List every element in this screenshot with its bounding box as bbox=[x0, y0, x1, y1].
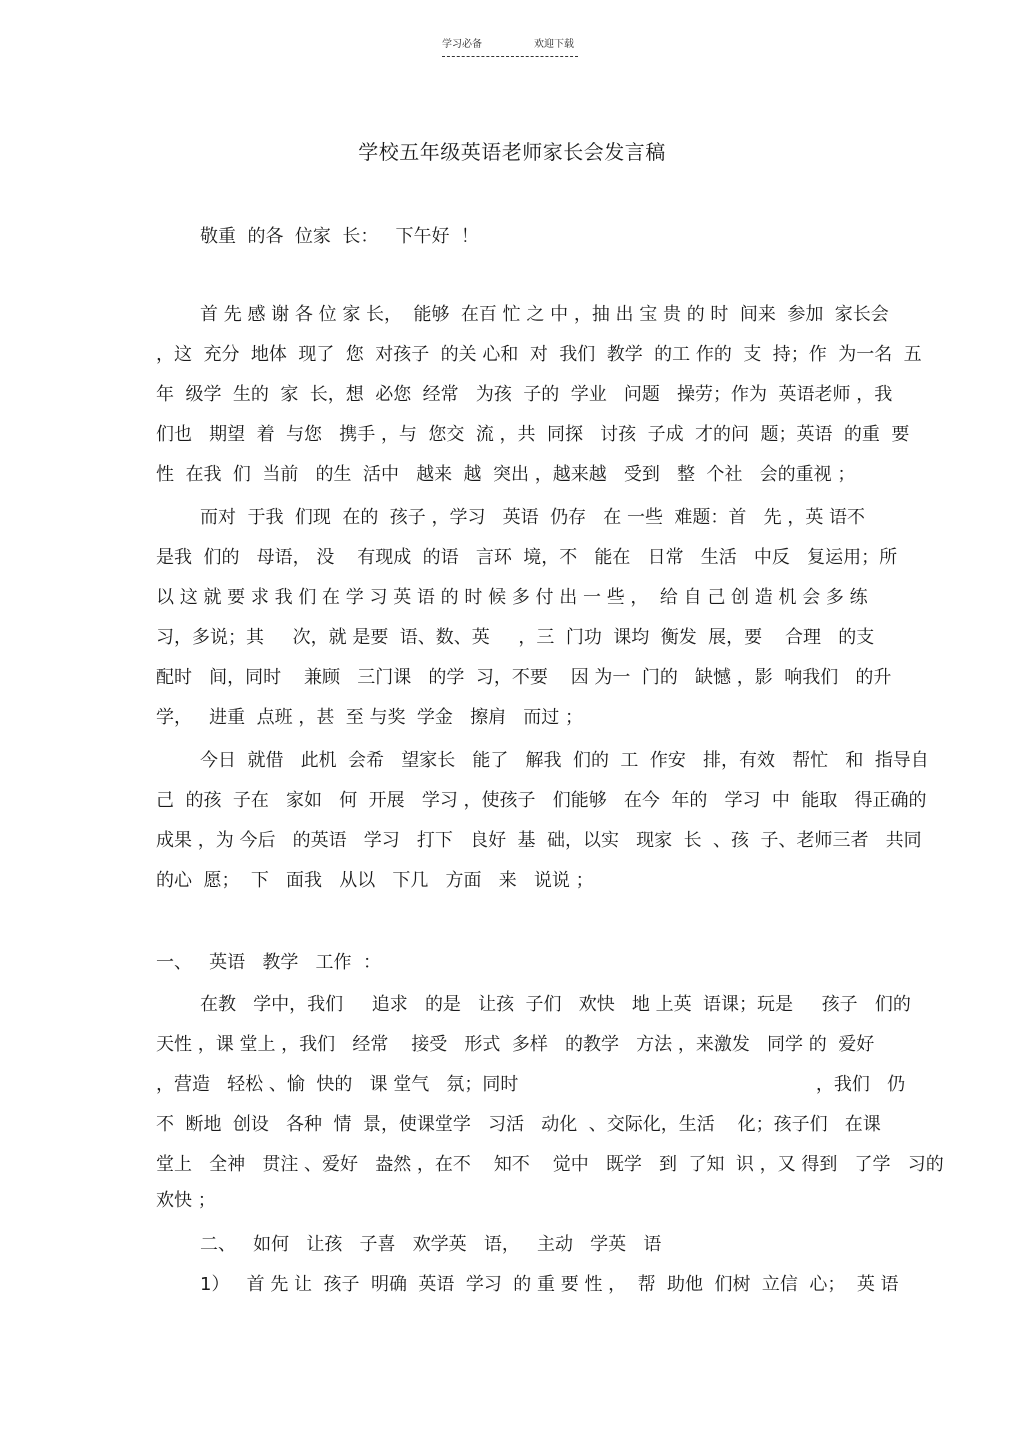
paragraph-line: 成果 ，为 今后 的英语 学习 打下 良好 基 础，以实 现家 长 、孩 子、老师三者 共同 bbox=[156, 830, 922, 851]
paragraph-line: 性 在我 们 当前 的生 活中 越来 越 突出 ，越来越 受到 整 个社 会的重视 ； bbox=[156, 464, 856, 485]
section-heading: 二、 如何 让孩 子喜 欢学英 语， 主动 学英 语 bbox=[200, 1234, 662, 1255]
greeting-line: 敬重 的各 位家 长： 下午好 ！ bbox=[200, 226, 479, 247]
paragraph-line: 不 断地 创设 各种 情 景，使课堂学 习活 动化 、交际化，生活 化；孩子们 在课 bbox=[156, 1114, 881, 1135]
list-item: 1） 首 先 让 孩子 明确 英语 学习 的 重 要 性 ， 帮 助他 们树 立信 心； 英 语 bbox=[200, 1274, 899, 1295]
paragraph-line: 是我 们的 母语， 没 有现成 的语 言环 境，不 能在 日常 生活 中反 复运用；所 bbox=[156, 547, 898, 568]
paragraph-line: 首 先 感 谢 各 位 家 长， 能够 在百 忙 之 中 ，抽 出 宝 贵 的 时 间来 参加 家长会 bbox=[200, 304, 889, 325]
paragraph-line: 习，多说；其 次，就 是要 语、数、英 ，三 门功 课均 衡发 展，要 合理 的支 bbox=[156, 627, 875, 648]
paragraph-line: 今日 就借 此机 会希 望家长 能了 解我 们的 工 作安 排，有效 帮忙 和 指导自 bbox=[200, 750, 929, 771]
paragraph-line: 的心 愿； 下 面我 从以 下几 方面 来 说说 ； bbox=[156, 870, 594, 891]
section-heading: 一、 英语 教学 工作 ： bbox=[156, 952, 381, 973]
paragraph-line: 天性 ，课 堂上 ，我们 经常 接受 形式 多样 的教学 方法 ，来激发 同学 的 爱好 bbox=[156, 1034, 875, 1055]
paragraph-line: ，这 充分 地体 现了 您 对孩子 的关 心和 对 我们 教学 的工 作的 支 持；作 为一名 五 bbox=[156, 344, 922, 365]
paragraph-line: 配时 间，同时 兼顾 三门课 的学 习，不要 因 为一 门的 缺憾 ，影 响我们 的升 bbox=[156, 667, 892, 688]
paragraph-line: 欢快 ； bbox=[156, 1190, 216, 1211]
paragraph-line: 而对 于我 们现 在的 孩子 ，学习 英语 仍存 在 一些 难题：首 先 ，英 语不 bbox=[200, 507, 866, 528]
document-title: 学校五年级英语老师家长会发言稿 bbox=[358, 140, 666, 164]
paragraph-line: 年 级学 生的 家 长，想 必您 经常 为孩 子的 学业 问题 操劳；作为 英语老师 ，我 bbox=[156, 384, 893, 405]
paragraph-line: 堂上 全神 贯注 、爱好 盎然 ，在不 知不 觉中 既学 到 了知 识 ，又 得到 了学 习的 bbox=[156, 1154, 944, 1175]
paragraph-line: 己 的孩 子在 家如 何 开展 学习 ，使孩子 们能够 在今 年的 学习 中 能取 得正确的 bbox=[156, 790, 927, 811]
header-dashed-rule bbox=[442, 56, 578, 57]
paragraph-line: 在教 学中，我们 追求 的是 让孩 子们 欢快 地 上英 语课；玩是 孩子 们的 bbox=[200, 994, 911, 1015]
header-right-text: 欢迎下载 bbox=[534, 39, 574, 50]
header-left-text: 学习必备 bbox=[442, 39, 482, 50]
paragraph-line: 们也 期望 着 与您 携手 ，与 您交 流 ，共 同探 讨孩 子成 才的问 题；英语 的重 要 bbox=[156, 424, 910, 445]
paragraph-line: 学， 进重 点班 ，甚 至 与奖 学金 擦肩 而过 ； bbox=[156, 707, 583, 728]
paragraph-line: 以 这 就 要 求 我 们 在 学 习 英 语 的 时 候 多 付 出 一 些 ， 给 自 己 创 造 机 会 多 练 bbox=[156, 587, 868, 608]
paragraph-line: ，营造 轻松 、愉 快的 课 堂气 氛；同时 ，我们 仍 bbox=[156, 1074, 906, 1095]
